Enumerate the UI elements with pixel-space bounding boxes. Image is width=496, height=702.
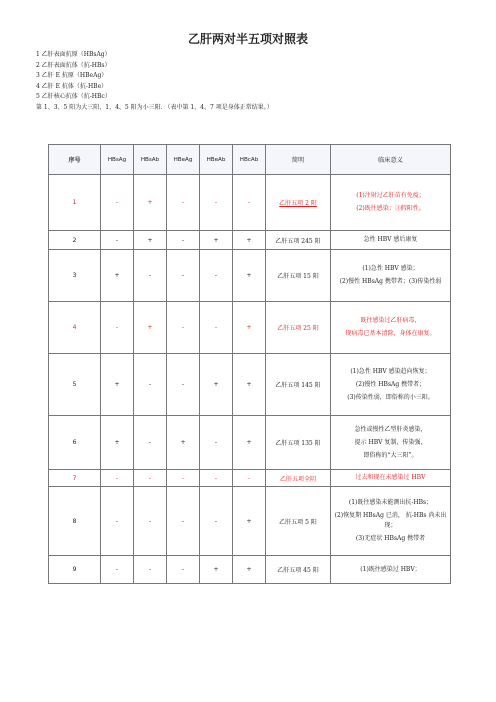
marker-cell: - <box>134 470 167 487</box>
notes-list <box>36 50 273 113</box>
marker-cell: - <box>167 354 200 416</box>
marker-cell: - <box>233 470 266 487</box>
summary-cell: 乙肝五项全阴 <box>266 470 331 487</box>
marker-cell: + <box>233 487 266 556</box>
summary-cell: 乙肝五项 15 阳 <box>266 250 331 302</box>
marker-cell: - <box>167 250 200 302</box>
row-number: 8 <box>49 487 101 556</box>
marker-cell: - <box>101 175 134 231</box>
note-summary: 第 1、3、5 阳为大三阳，1、4、5 阳为小三阳. （表中第 1、4、7 项是身体正常结果。） <box>36 103 273 111</box>
hbv-table <box>48 144 451 584</box>
clinical-cell <box>331 302 451 354</box>
header-cell: HBsAb <box>134 145 167 175</box>
marker-cell: - <box>167 487 200 556</box>
marker-cell: + <box>134 175 167 231</box>
marker-cell: - <box>167 470 200 487</box>
clinical-line: 即俗称的“大三阳”。 <box>363 451 418 459</box>
clinical-line: (2)慢性 HBsAg 携带者；(3)传染性弱 <box>339 278 442 285</box>
marker-cell: - <box>134 416 167 470</box>
marker-cell: - <box>101 487 134 556</box>
marker-cell: - <box>200 487 233 556</box>
table-row <box>49 470 451 487</box>
clinical-line: (1)注射过乙肝苗有免疫； <box>356 192 425 199</box>
marker-cell: + <box>134 302 167 354</box>
marker-cell: - <box>101 302 134 354</box>
table-row <box>49 302 451 354</box>
marker-cell: + <box>200 556 233 584</box>
clinical-line: (1)急性 HBV 感染； <box>362 265 419 272</box>
summary-cell: 乙肝五项 135 阳 <box>266 416 331 470</box>
marker-cell: - <box>101 556 134 584</box>
marker-cell: + <box>101 354 134 416</box>
clinical-line: (2)既往感染；③假阳性。 <box>356 205 425 212</box>
marker-cell: - <box>200 416 233 470</box>
summary-cell: 乙肝五项 25 阳 <box>266 302 331 354</box>
table-header-row <box>49 145 451 175</box>
clinical-line: 过去和现在未感染过 HBV <box>355 474 426 481</box>
clinical-cell <box>331 470 451 487</box>
table-row <box>49 231 451 250</box>
header-cell: 简明 <box>266 145 331 175</box>
table-row <box>49 416 451 470</box>
marker-cell: - <box>167 231 200 250</box>
marker-cell: - <box>233 175 266 231</box>
marker-cell: + <box>101 250 134 302</box>
clinical-cell <box>331 556 451 584</box>
header-cell: 序号 <box>49 145 101 175</box>
clinical-line: (1)急性 HBV 感染趋向恢复； <box>350 367 431 375</box>
marker-cell: + <box>134 231 167 250</box>
marker-cell: + <box>233 302 266 354</box>
header-cell: HBeAg <box>167 145 200 175</box>
row-number: 9 <box>49 556 101 584</box>
marker-cell: - <box>134 487 167 556</box>
marker-cell: + <box>233 250 266 302</box>
header-cell: 临床意义 <box>331 145 451 175</box>
table-row <box>49 175 451 231</box>
note-item: 2 乙肝表面抗体（抗-HBs） <box>36 61 111 69</box>
clinical-line: 现病毒已基本清除，身体在康复。 <box>345 330 436 337</box>
marker-cell: + <box>233 354 266 416</box>
clinical-line: 既往感染过乙肝病毒， <box>360 317 421 324</box>
marker-cell: - <box>134 250 167 302</box>
marker-cell: + <box>200 231 233 250</box>
marker-cell: + <box>233 556 266 584</box>
clinical-cell <box>331 416 451 470</box>
clinical-cell <box>331 487 451 556</box>
marker-cell: - <box>167 175 200 231</box>
clinical-line: 急性 HBV 感后康复 <box>363 236 418 243</box>
summary-cell: 乙肝五项 2 阳 <box>266 175 331 231</box>
summary-cell: 乙肝五项 145 阳 <box>266 354 331 416</box>
page-title: 乙肝两对半五项对照表 <box>187 32 308 46</box>
clinical-line: 急性或慢性乙型肝炎感染， <box>354 425 427 433</box>
header-cell: HBeAb <box>200 145 233 175</box>
summary-cell: 乙肝五项 45 阳 <box>266 556 331 584</box>
marker-cell: - <box>200 302 233 354</box>
table-row <box>49 556 451 584</box>
marker-cell: - <box>200 470 233 487</box>
table-row <box>49 354 451 416</box>
clinical-line: 提示 HBV 复制，传染强， <box>354 438 427 446</box>
marker-cell: + <box>233 416 266 470</box>
header-cell: HBsAg <box>101 145 134 175</box>
marker-cell: + <box>101 416 134 470</box>
clinical-line: (2)恢复期 HBsAg 已消， 抗-HBs 尚未出现； <box>334 512 447 529</box>
row-number: 6 <box>49 416 101 470</box>
clinical-line: (2)慢性 HBsAg 携带者； <box>355 380 426 388</box>
note-item: 3 乙肝 E 抗原（HBeAg） <box>36 72 108 79</box>
clinical-line: (1)既往感染过 HBV； <box>360 565 421 573</box>
marker-cell: - <box>167 556 200 584</box>
marker-cell: - <box>200 175 233 231</box>
clinical-cell <box>331 231 451 250</box>
clinical-cell <box>331 175 451 231</box>
row-number: 5 <box>49 354 101 416</box>
marker-cell: + <box>233 231 266 250</box>
header-cell: HBcAb <box>233 145 266 175</box>
table-row <box>49 487 451 556</box>
row-number: 4 <box>49 302 101 354</box>
row-number: 3 <box>49 250 101 302</box>
clinical-line: (3)无症状 HBsAg 携带者 <box>355 535 426 542</box>
summary-cell: 乙肝五项 245 阳 <box>266 231 331 250</box>
clinical-cell <box>331 250 451 302</box>
table-row <box>49 250 451 302</box>
marker-cell: - <box>101 231 134 250</box>
note-item: 1 乙肝表面抗原（HBsAg） <box>36 51 111 58</box>
row-number: 7 <box>49 470 101 487</box>
marker-cell: + <box>200 354 233 416</box>
note-item: 5 乙肝核心抗体（抗-HBc） <box>36 93 111 100</box>
clinical-line: (1)既往感染未能测出抗-HBs； <box>348 499 433 506</box>
note-item: 4 乙肝 E 抗体（抗-HBe） <box>36 82 108 90</box>
marker-cell: - <box>200 250 233 302</box>
summary-cell: 乙肝五项 5 阳 <box>266 487 331 556</box>
row-number: 2 <box>49 231 101 250</box>
clinical-line: (3)传染性弱，即俗称的小三阳。 <box>347 393 434 401</box>
marker-cell: + <box>167 416 200 470</box>
clinical-cell <box>331 354 451 416</box>
row-number: 1 <box>49 175 101 231</box>
marker-cell: - <box>134 556 167 584</box>
marker-cell: - <box>167 302 200 354</box>
marker-cell: - <box>101 470 134 487</box>
marker-cell: - <box>134 354 167 416</box>
